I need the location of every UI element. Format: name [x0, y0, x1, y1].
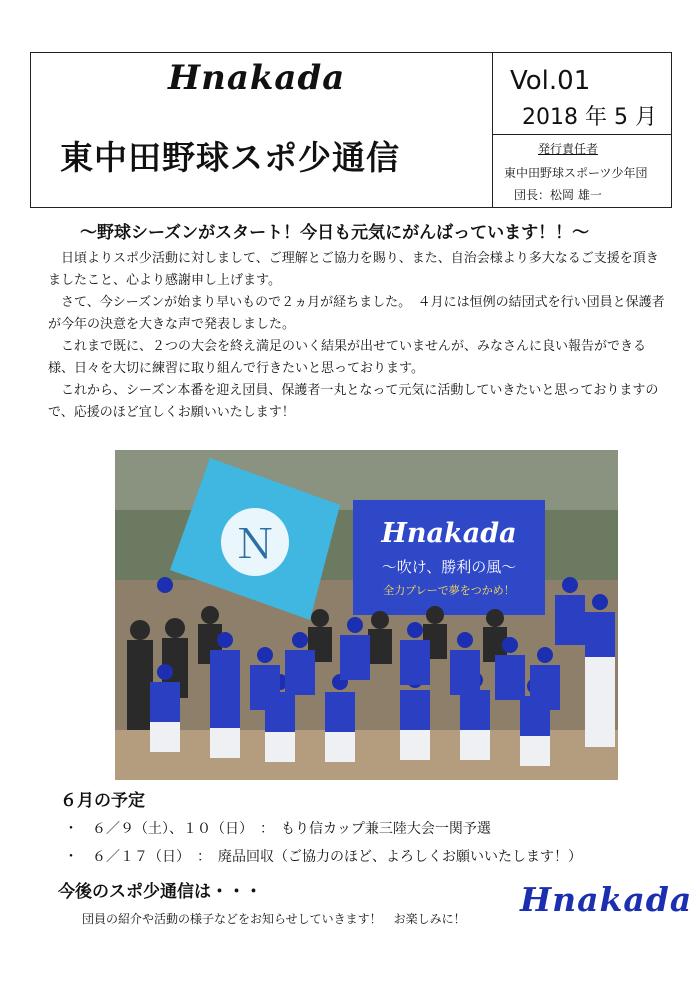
publisher-head: 団長：松岡 雄一	[514, 188, 602, 202]
schedule-item: ・ ６／１７（日） ： 廃品回収（ご協力のほど、よろしくお願いいたします！）	[64, 849, 582, 865]
schedule-item: ・ ６／９（土）、１０（日） ： もり信カップ兼三陸大会一関予選	[64, 821, 491, 837]
paragraph: これから、シーズン本番を迎え団員、保護者一丸となって元気に活動していきたいと思っておりますので、応援のほど宜しくお願いいたします！	[48, 383, 659, 420]
flag-letter: Ｎ	[235, 522, 275, 568]
schedule-heading: ６月の予定	[60, 791, 145, 811]
headline: 〜野球シーズンがスタート！今日も元気にがんばっています！！〜	[80, 223, 590, 243]
paragraph: 日頃よりスポ少活動に対しまして、ご理解とご協力を賜り、また、自治会様より多大なるご支援を頂きましたこと、心より感謝申し上げます。	[48, 251, 659, 288]
banner-subtext: 全力プレーで夢をつかめ！	[383, 584, 515, 597]
upcoming-heading: 今後のスポ少通信は・・・	[58, 882, 262, 902]
publisher-organization: 東中田野球スポーツ少年団	[504, 166, 648, 180]
volume-number: Vol.01	[510, 66, 591, 96]
header-divider	[492, 52, 493, 208]
paragraph: さて、今シーズンが始まり早いもので２ヵ月が経ちました。 ４月には恒例の結団式を行い団員と保護者が今年の決意を大きな声で発表しました。	[48, 295, 665, 332]
issue-date: 2018 年 5 月	[522, 105, 657, 130]
team-logo: Hnakada	[168, 58, 346, 98]
publisher-label: 発行責任者	[538, 142, 599, 156]
newsletter-title: 東中田野球スポ少通信	[60, 138, 400, 177]
team-photo	[115, 450, 618, 780]
paragraph: これまで既に、２つの大会を終え満足のいく結果が出せていませんが、みなさんに良い報告ができる様、日々を大切に練習に取り組んで行きたいと思っております。	[48, 339, 647, 376]
header-divider	[492, 134, 672, 135]
banner-slogan: 〜吹け、勝利の風〜	[381, 558, 517, 576]
upcoming-text: 団員の紹介や活動の様子などをお知らせしていきます！ お楽しみに！	[82, 912, 466, 926]
team-banner	[353, 500, 545, 615]
banner-logo: Hnakada	[381, 518, 517, 549]
body-text	[48, 248, 666, 424]
footer-logo: Hnakada	[520, 880, 693, 919]
